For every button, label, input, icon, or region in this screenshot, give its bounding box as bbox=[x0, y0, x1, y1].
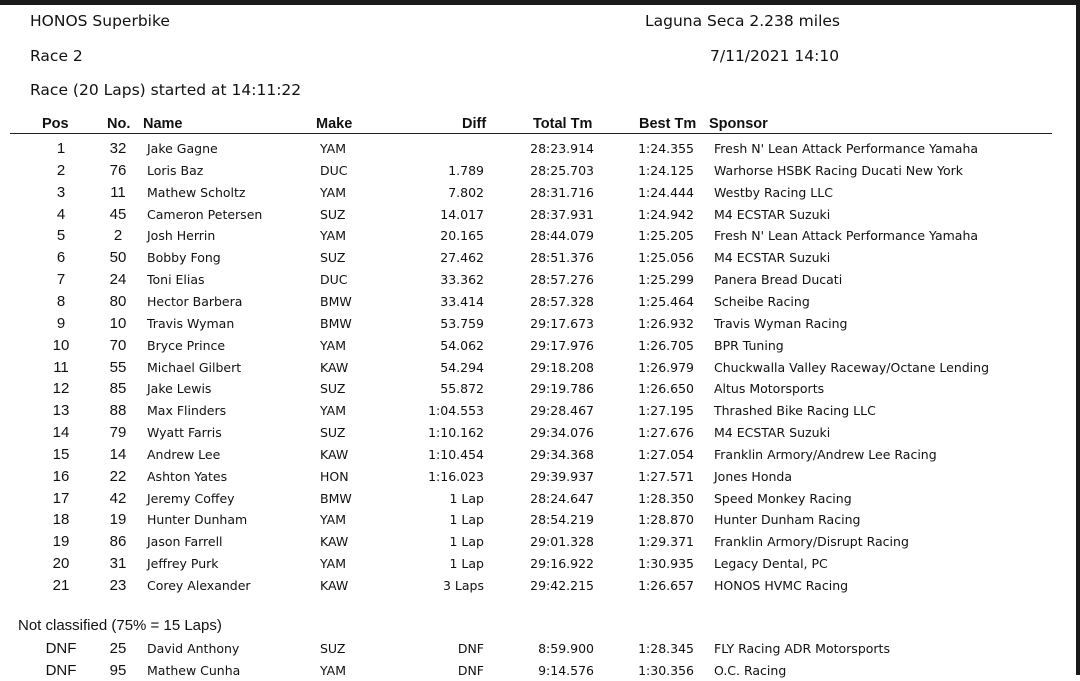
best-time-cell: 1:26.650 bbox=[638, 381, 694, 397]
diff-cell: 14.017 bbox=[440, 206, 484, 222]
best-time-cell: 1:27.676 bbox=[638, 425, 694, 441]
best-time-cell: 1:27.571 bbox=[638, 468, 694, 484]
rider-name-cell: Travis Wyman bbox=[147, 315, 235, 331]
rider-name-cell: Jeffrey Purk bbox=[147, 556, 219, 572]
rider-name-cell: Jeremy Coffey bbox=[147, 490, 235, 506]
table-row bbox=[0, 466, 1080, 487]
make-cell: YAM bbox=[320, 556, 347, 572]
rider-name-cell: Toni Elias bbox=[147, 272, 205, 288]
total-time-cell: 29:19.786 bbox=[530, 381, 594, 397]
total-time-cell: 29:18.208 bbox=[530, 359, 594, 375]
sponsor-cell: M4 ECSTAR Suzuki bbox=[714, 425, 831, 441]
total-time-cell: 29:28.467 bbox=[530, 403, 594, 419]
make-cell: SUZ bbox=[320, 250, 346, 266]
rider-name-cell: Andrew Lee bbox=[147, 446, 221, 462]
col-diff: Diff bbox=[462, 116, 487, 132]
bike-number-cell: 76 bbox=[109, 161, 127, 179]
rider-name-cell: Hunter Dunham bbox=[147, 512, 248, 528]
col-pos: Pos bbox=[42, 116, 69, 132]
position-cell: 5 bbox=[56, 227, 66, 245]
position-cell: 9 bbox=[56, 314, 66, 332]
table-row bbox=[0, 138, 1080, 159]
race-title: Race 2 bbox=[30, 47, 83, 65]
diff-cell: 33.362 bbox=[440, 272, 484, 288]
sponsor-cell: Scheibe Racing bbox=[714, 293, 810, 309]
diff-cell: 1:04.553 bbox=[428, 403, 484, 419]
bike-number-cell: 23 bbox=[109, 577, 127, 594]
total-time-cell: 29:01.328 bbox=[530, 534, 594, 550]
col-sponsor: Sponsor bbox=[709, 116, 768, 132]
make-cell: YAM bbox=[320, 662, 347, 678]
table-row bbox=[0, 575, 1080, 596]
diff-cell: 20.165 bbox=[440, 228, 484, 244]
table-row bbox=[0, 160, 1080, 181]
table-row bbox=[0, 531, 1080, 552]
table-row bbox=[0, 553, 1080, 574]
diff-cell: 1 Lap bbox=[449, 512, 484, 528]
table-row bbox=[0, 247, 1080, 268]
table-row bbox=[0, 660, 1080, 681]
best-time-cell: 1:25.299 bbox=[638, 272, 694, 288]
rider-name-cell: Loris Baz bbox=[147, 162, 204, 178]
top-border bbox=[0, 0, 1080, 5]
make-cell: BMW bbox=[320, 315, 352, 331]
bike-number-cell: 85 bbox=[109, 380, 127, 398]
sponsor-cell: Fresh N' Lean Attack Performance Yamaha bbox=[714, 228, 979, 244]
table-row bbox=[0, 509, 1080, 530]
best-time-cell: 1:27.054 bbox=[638, 446, 694, 462]
make-cell: SUZ bbox=[320, 425, 346, 441]
position-cell: 6 bbox=[56, 249, 66, 267]
sponsor-cell: Speed Monkey Racing bbox=[714, 490, 852, 506]
best-time-cell: 1:30.935 bbox=[638, 556, 694, 572]
make-cell: YAM bbox=[320, 337, 347, 353]
total-time-cell: 29:42.215 bbox=[530, 578, 594, 593]
make-cell: KAW bbox=[320, 578, 349, 593]
table-row bbox=[0, 488, 1080, 509]
sponsor-cell: Franklin Armory/Disrupt Racing bbox=[714, 534, 909, 550]
race-start-info: Race (20 Laps) started at 14:11:22 bbox=[30, 81, 302, 99]
best-time-cell: 1:24.942 bbox=[638, 206, 694, 222]
col-name: Name bbox=[143, 116, 183, 132]
total-time-cell: 29:17.673 bbox=[530, 315, 594, 331]
rider-name-cell: Hector Barbera bbox=[147, 293, 243, 309]
position-cell: DNF bbox=[45, 640, 77, 657]
diff-cell: 33.414 bbox=[440, 293, 484, 309]
rider-name-cell: Josh Herrin bbox=[147, 228, 216, 244]
best-time-cell: 1:28.345 bbox=[638, 641, 694, 656]
position-cell: 16 bbox=[52, 467, 70, 485]
rider-name-cell: Wyatt Farris bbox=[147, 425, 222, 441]
total-time-cell: 29:39.937 bbox=[530, 468, 594, 484]
col-no: No. bbox=[107, 116, 131, 132]
diff-cell: 53.759 bbox=[440, 315, 484, 331]
rider-name-cell: Ashton Yates bbox=[147, 468, 228, 484]
sponsor-cell: Westby Racing LLC bbox=[714, 184, 833, 200]
sponsor-cell: Chuckwalla Valley Raceway/Octane Lending bbox=[714, 359, 989, 375]
diff-cell: 1:10.162 bbox=[428, 425, 484, 441]
total-time-cell: 28:25.703 bbox=[530, 162, 594, 178]
table-row bbox=[0, 291, 1080, 312]
bike-number-cell: 42 bbox=[109, 489, 127, 507]
sponsor-cell: O.C. Racing bbox=[714, 662, 787, 678]
bike-number-cell: 24 bbox=[109, 271, 127, 289]
rider-name-cell: Max Flinders bbox=[147, 403, 227, 419]
bike-number-cell: 22 bbox=[109, 467, 127, 485]
position-cell: 7 bbox=[56, 271, 66, 289]
make-cell: YAM bbox=[320, 184, 347, 200]
total-time-cell: 29:17.976 bbox=[530, 337, 594, 353]
diff-cell: 1.789 bbox=[448, 162, 484, 178]
best-time-cell: 1:26.979 bbox=[638, 359, 694, 375]
position-cell: 12 bbox=[52, 380, 70, 398]
position-cell: 10 bbox=[52, 336, 70, 354]
make-cell: KAW bbox=[320, 359, 349, 375]
table-row bbox=[0, 313, 1080, 334]
bike-number-cell: 88 bbox=[109, 402, 127, 420]
sponsor-cell: Franklin Armory/Andrew Lee Racing bbox=[714, 446, 937, 462]
diff-cell: 3 Laps bbox=[443, 578, 484, 593]
sponsor-cell: Jones Honda bbox=[714, 468, 792, 484]
col-total: Total Tm bbox=[533, 116, 593, 132]
position-cell: 20 bbox=[52, 555, 70, 573]
rider-name-cell: Mathew Scholtz bbox=[147, 184, 246, 200]
position-cell: 19 bbox=[52, 533, 70, 551]
table-row bbox=[0, 225, 1080, 246]
sponsor-cell: FLY Racing ADR Motorsports bbox=[714, 641, 890, 656]
best-time-cell: 1:25.464 bbox=[638, 293, 694, 309]
position-cell: 14 bbox=[52, 424, 70, 442]
diff-cell: DNF bbox=[457, 641, 484, 656]
diff-cell: 7.802 bbox=[448, 184, 484, 200]
header-rule bbox=[10, 133, 1052, 134]
make-cell: KAW bbox=[320, 534, 349, 550]
rider-name-cell: Cameron Petersen bbox=[147, 206, 263, 222]
total-time-cell: 29:16.922 bbox=[530, 556, 594, 572]
make-cell: KAW bbox=[320, 446, 349, 462]
col-make: Make bbox=[316, 116, 353, 132]
total-time-cell: 28:44.079 bbox=[530, 228, 594, 244]
best-time-cell: 1:28.870 bbox=[638, 512, 694, 528]
best-time-cell: 1:29.371 bbox=[638, 534, 694, 550]
table-row bbox=[0, 335, 1080, 356]
rider-name-cell: Jake Lewis bbox=[147, 381, 212, 397]
total-time-cell: 28:57.328 bbox=[530, 293, 594, 309]
position-cell: 18 bbox=[52, 511, 70, 529]
bike-number-cell: 32 bbox=[109, 140, 127, 157]
position-cell: 2 bbox=[56, 161, 66, 179]
diff-cell: 27.462 bbox=[440, 250, 484, 266]
table-row bbox=[0, 204, 1080, 225]
bike-number-cell: 31 bbox=[109, 555, 127, 573]
rider-name-cell: Bobby Fong bbox=[147, 250, 221, 266]
sponsor-cell: Fresh N' Lean Attack Performance Yamaha bbox=[714, 141, 979, 156]
bike-number-cell: 14 bbox=[109, 445, 127, 463]
diff-cell: 1:16.023 bbox=[428, 468, 484, 484]
make-cell: YAM bbox=[320, 228, 347, 244]
diff-cell: 55.872 bbox=[440, 381, 484, 397]
total-time-cell: 28:54.219 bbox=[530, 512, 594, 528]
total-time-cell: 28:37.931 bbox=[530, 206, 594, 222]
table-row bbox=[0, 400, 1080, 421]
sponsor-cell: M4 ECSTAR Suzuki bbox=[714, 206, 831, 222]
make-cell: YAM bbox=[320, 403, 347, 419]
bike-number-cell: 19 bbox=[109, 511, 127, 529]
rider-name-cell: David Anthony bbox=[147, 641, 240, 656]
track-info: Laguna Seca 2.238 miles bbox=[645, 12, 840, 30]
position-cell: DNF bbox=[45, 661, 77, 679]
table-row bbox=[0, 638, 1080, 659]
best-time-cell: 1:27.195 bbox=[638, 403, 694, 419]
make-cell: BMW bbox=[320, 293, 352, 309]
best-time-cell: 1:26.657 bbox=[638, 578, 694, 593]
position-cell: 4 bbox=[56, 205, 66, 223]
sponsor-cell: Travis Wyman Racing bbox=[714, 315, 848, 331]
best-time-cell: 1:25.056 bbox=[638, 250, 694, 266]
diff-cell: 1 Lap bbox=[449, 490, 484, 506]
best-time-cell: 1:25.205 bbox=[638, 228, 694, 244]
make-cell: DUC bbox=[320, 162, 348, 178]
diff-cell: 54.294 bbox=[440, 359, 484, 375]
table-row bbox=[0, 422, 1080, 443]
sponsor-cell: Altus Motorsports bbox=[714, 381, 825, 397]
col-best: Best Tm bbox=[639, 116, 697, 132]
make-cell: SUZ bbox=[320, 206, 346, 222]
total-time-cell: 8:59.900 bbox=[538, 641, 594, 656]
make-cell: BMW bbox=[320, 490, 352, 506]
bike-number-cell: 50 bbox=[109, 249, 127, 267]
bike-number-cell: 95 bbox=[109, 661, 127, 679]
best-time-cell: 1:24.125 bbox=[638, 162, 694, 178]
total-time-cell: 28:24.647 bbox=[530, 490, 594, 506]
rider-name-cell: Jason Farrell bbox=[147, 534, 223, 550]
bike-number-cell: 70 bbox=[109, 336, 127, 354]
total-time-cell: 29:34.076 bbox=[530, 425, 594, 441]
best-time-cell: 1:30.356 bbox=[638, 662, 694, 678]
series-title: HONOS Superbike bbox=[30, 12, 170, 30]
position-cell: 17 bbox=[52, 489, 70, 507]
table-row bbox=[0, 378, 1080, 399]
bike-number-cell: 80 bbox=[109, 292, 127, 310]
table-row bbox=[0, 182, 1080, 203]
sponsor-cell: Hunter Dunham Racing bbox=[714, 512, 861, 528]
diff-cell: 1 Lap bbox=[449, 556, 484, 572]
bike-number-cell: 10 bbox=[109, 314, 127, 332]
diff-cell: 54.062 bbox=[440, 337, 484, 353]
make-cell: YAM bbox=[320, 512, 347, 528]
table-row bbox=[0, 269, 1080, 290]
bike-number-cell: 79 bbox=[109, 424, 127, 442]
total-time-cell: 28:51.376 bbox=[530, 250, 594, 266]
position-cell: 8 bbox=[56, 292, 66, 310]
total-time-cell: 28:23.914 bbox=[530, 141, 594, 156]
diff-cell: 1:10.454 bbox=[428, 446, 484, 462]
sponsor-cell: Warhorse HSBK Racing Ducati New York bbox=[714, 162, 964, 178]
best-time-cell: 1:24.444 bbox=[638, 184, 694, 200]
position-cell: 13 bbox=[52, 402, 70, 420]
table-row bbox=[0, 444, 1080, 465]
sponsor-cell: Panera Bread Ducati bbox=[714, 272, 843, 288]
bike-number-cell: 2 bbox=[113, 227, 123, 245]
total-time-cell: 28:31.716 bbox=[530, 184, 594, 200]
race-datetime: 7/11/2021 14:10 bbox=[710, 47, 840, 65]
position-cell: 21 bbox=[52, 577, 70, 594]
sponsor-cell: HONOS HVMC Racing bbox=[714, 578, 849, 593]
bike-number-cell: 45 bbox=[109, 205, 127, 223]
rider-name-cell: Corey Alexander bbox=[147, 578, 251, 593]
sponsor-cell: M4 ECSTAR Suzuki bbox=[714, 250, 831, 266]
position-cell: 3 bbox=[56, 183, 66, 201]
total-time-cell: 9:14.576 bbox=[538, 662, 594, 678]
sponsor-cell: Thrashed Bike Racing LLC bbox=[714, 403, 876, 419]
total-time-cell: 29:34.368 bbox=[530, 446, 594, 462]
sponsor-cell: Legacy Dental, PC bbox=[714, 556, 828, 572]
not-classified-label: Not classified (75% = 15 Laps) bbox=[18, 617, 222, 634]
bike-number-cell: 86 bbox=[109, 533, 127, 551]
best-time-cell: 1:26.932 bbox=[638, 315, 694, 331]
rider-name-cell: Michael Gilbert bbox=[147, 359, 242, 375]
make-cell: SUZ bbox=[320, 641, 346, 656]
bike-number-cell: 11 bbox=[110, 183, 126, 201]
make-cell: YAM bbox=[320, 141, 347, 156]
bike-number-cell: 55 bbox=[109, 358, 127, 376]
sponsor-cell: BPR Tuning bbox=[714, 337, 784, 353]
diff-cell: DNF bbox=[457, 662, 484, 678]
bike-number-cell: 25 bbox=[109, 640, 127, 657]
make-cell: DUC bbox=[320, 272, 348, 288]
make-cell: HON bbox=[320, 468, 349, 484]
best-time-cell: 1:26.705 bbox=[638, 337, 694, 353]
position-cell: 11 bbox=[53, 358, 69, 376]
best-time-cell: 1:24.355 bbox=[638, 141, 694, 156]
rider-name-cell: Jake Gagne bbox=[147, 141, 218, 156]
rider-name-cell: Bryce Prince bbox=[147, 337, 226, 353]
best-time-cell: 1:28.350 bbox=[638, 490, 694, 506]
diff-cell: 1 Lap bbox=[449, 534, 484, 550]
total-time-cell: 28:57.276 bbox=[530, 272, 594, 288]
table-row bbox=[0, 357, 1080, 378]
make-cell: SUZ bbox=[320, 381, 346, 397]
position-cell: 15 bbox=[52, 445, 70, 463]
rider-name-cell: Mathew Cunha bbox=[147, 662, 241, 678]
position-cell: 1 bbox=[56, 140, 66, 157]
